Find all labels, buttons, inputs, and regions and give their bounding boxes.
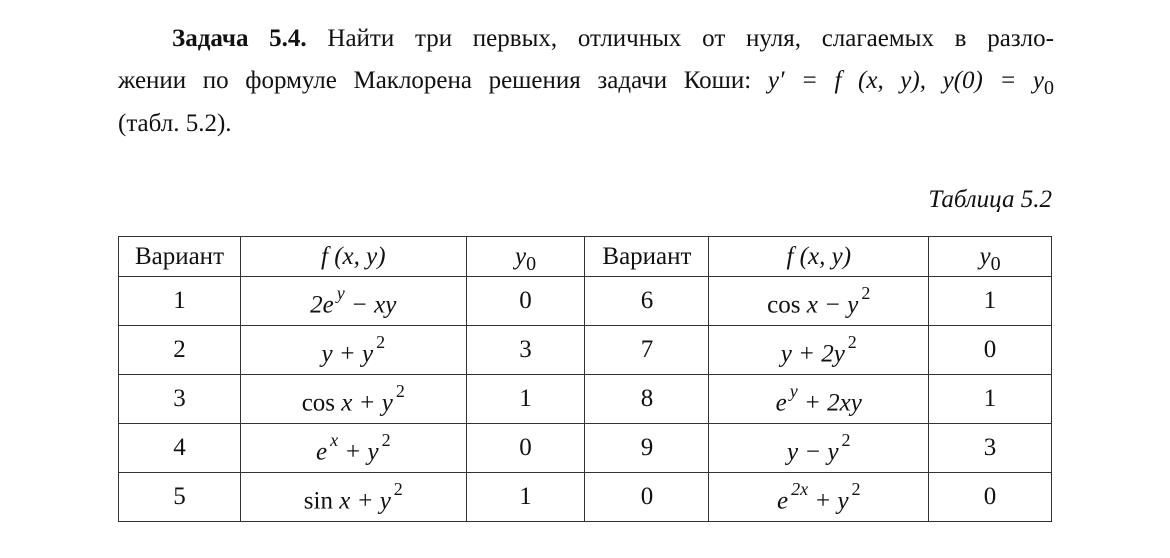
header-y0-2	[929, 237, 1052, 277]
initial-value-cell: 1	[929, 375, 1052, 424]
table-row	[119, 326, 1052, 375]
function-cell: y − y $^2$	[709, 424, 929, 473]
initial-value-cell: 1	[929, 277, 1052, 326]
task-line-3: (табл. 5.2).	[118, 110, 232, 137]
function-cell: e $^x$ + y $^2$	[240, 424, 466, 473]
task-line-2	[118, 60, 1054, 103]
variant-cell: 4	[119, 424, 241, 473]
task-title: Задача 5.4.	[172, 25, 307, 52]
variant-cell: 6	[585, 277, 709, 326]
initial-value-cell: 0	[929, 473, 1052, 522]
function-cell: e $^{2x}$ + y $^2$	[709, 473, 929, 522]
variant-cell: 7	[585, 326, 709, 375]
variant-cell: 0	[585, 473, 709, 522]
variant-cell: 5	[119, 473, 241, 522]
header-y0-2-sub: 0	[990, 252, 1001, 275]
task-line-1	[118, 18, 1054, 60]
header-function-2: f (x, y)	[709, 237, 929, 277]
variant-cell: 1	[119, 277, 241, 326]
variants-table	[118, 236, 1052, 522]
initial-value-cell: 0	[466, 277, 585, 326]
initial-value-cell: 1	[466, 375, 585, 424]
table-row	[119, 424, 1052, 473]
header-variant-2: Вариант	[585, 237, 709, 277]
header-variant-1: Вариант	[119, 237, 241, 277]
function-cell: e $^y$ + 2xy	[709, 375, 929, 424]
variant-cell: 8	[585, 375, 709, 424]
variant-cell: 9	[585, 424, 709, 473]
variant-cell: 2	[119, 326, 241, 375]
initial-value-cell: 3	[466, 326, 585, 375]
header-y0-2-label: y	[979, 242, 991, 270]
function-cell: 2e $^y$ − xy	[240, 277, 466, 326]
table-header-row	[119, 237, 1052, 277]
initial-value-cell: 1	[466, 473, 585, 522]
equation-initial: y(0) = y	[942, 67, 1045, 94]
equation-lhs: y′ = f (x, y),	[767, 67, 926, 94]
initial-value-cell: 0	[929, 326, 1052, 375]
task-text-1: Найти три первых, отличных от нуля, слагаемых в разло-	[306, 25, 1054, 52]
task-statement	[118, 18, 1054, 145]
header-y0-1-sub: 0	[526, 252, 537, 275]
table-row	[119, 473, 1052, 522]
table-row	[119, 375, 1052, 424]
function-cell: sin x + y $^2$	[240, 473, 466, 522]
table-caption: Таблица 5.2	[928, 186, 1052, 213]
function-cell: cos x + y $^2$	[240, 375, 466, 424]
header-y0-1	[466, 237, 585, 277]
function-cell: y + y $^2$	[240, 326, 466, 375]
initial-value-cell: 3	[929, 424, 1052, 473]
cauchy-equation	[767, 67, 1055, 99]
function-cell: cos x − y $^2$	[709, 277, 929, 326]
header-function-1: f (x, y)	[240, 237, 466, 277]
initial-value-cell: 0	[466, 424, 585, 473]
task-text-2: жении по формуле Маклорена решения задачи Коши:	[118, 67, 752, 94]
variant-cell: 3	[119, 375, 241, 424]
equation-initial-sub: 0	[1044, 77, 1055, 99]
table-row	[119, 277, 1052, 326]
header-y0-1-label: y	[514, 242, 527, 270]
function-cell: y + 2y $^2$	[709, 326, 929, 375]
